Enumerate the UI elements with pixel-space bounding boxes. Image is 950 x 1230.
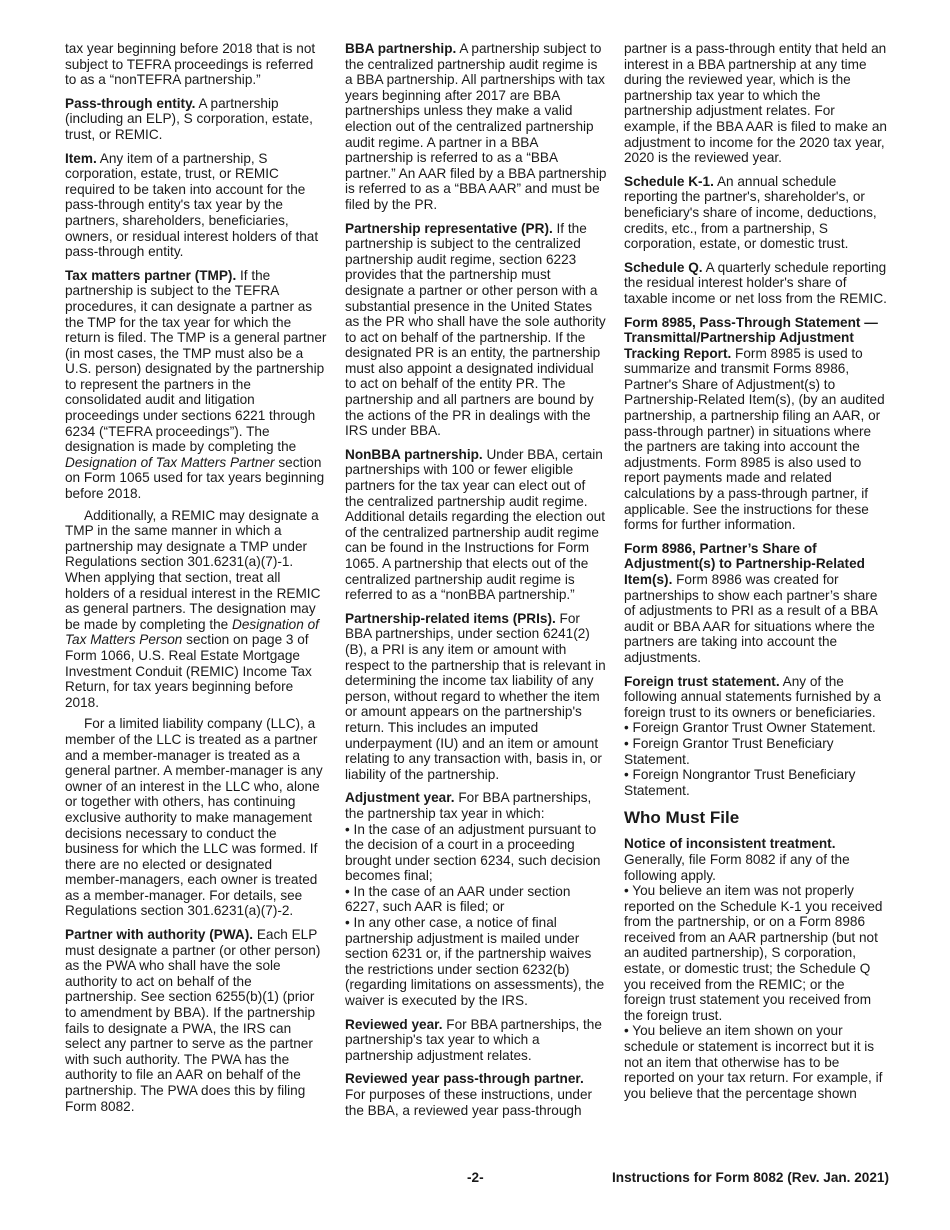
- section-heading-who-must-file: Who Must File: [624, 808, 740, 828]
- column-3: [624, 41, 889, 1101]
- list-item-text: Foreign Nongrantor Trust Beneficiary Statement.: [624, 767, 856, 798]
- definition-text: For BBA partnerships, under section 6241(2)(B), a PRI is any item or amount with respect to the partnership that is relevant in determining the income tax liability of any person, without regard to whether the item or amount appears on the partnership's return. This includes an imputed underpayment (IU) and an item or amount relating to any transaction with, basis in, or liability of the partnership.: [345, 610, 606, 782]
- page-number: -2-: [467, 1170, 484, 1185]
- definition-form-8986: [624, 541, 889, 666]
- definition-text: If the partnership is subject to the TEFRA procedures, it can designate a partner as the TMP for the tax year for which the return is filed. The TMP is a general partner (in most cases, the TMP must also be a U.S. person) designated by the partnership to represent the partners in the consolidated audit and litigation proceedings under sections 6221 through 6234 (“TEFRA proceedings”). The designation is made by completing the: [65, 267, 327, 455]
- page-footer: [65, 1170, 889, 1188]
- definition-text: For purposes of these instructions, under the BBA, a reviewed year pass-through: [345, 1087, 593, 1118]
- list-item: [624, 736, 889, 767]
- definition-text: Any item of a partnership, S corporation, estate, trust, or REMIC required to be taken into account for the pass-through entity's tax year by the partners, shareholders, beneficiaries, owners, or residual interest holders of that pass-through entity.: [65, 150, 319, 260]
- list-item: [345, 884, 607, 915]
- bullet-glyph: •: [345, 883, 350, 899]
- definition-text: For BBA partnerships, the partnership's tax year to which a partnership adjustment relates.: [345, 1016, 602, 1063]
- term: Notice of inconsistent treatment.: [624, 836, 836, 852]
- column-1: [65, 41, 327, 1122]
- definition-text: A partnership subject to the centralized partnership audit regime is a BBA partnership. All partnerships with tax years beginning after 2017 are BBA partnerships unless they make a valid election out of the centralized partnership audit regime. A partner in a BBA partnership is referred to as a “BBA partner.” An AAR filed by a BBA partnership is referred to as a “BBA AAR” and must be filed by the PR.: [345, 41, 607, 212]
- definition-text: An annual schedule reporting the partner's, shareholder's, or beneficiary's share of income, deductions, credits, etc., from a partnership, S corporation, estate, or domestic trust.: [624, 173, 877, 252]
- definition-text: A quarterly schedule reporting the residual interest holder's share of taxable income or net loss from the REMIC.: [624, 259, 887, 306]
- definition-text: For BBA partnerships, the partnership tax year in which:: [345, 790, 592, 821]
- italic-text: Designation of Tax Matters Partner: [65, 454, 275, 470]
- definition-schedule-q: [624, 260, 889, 307]
- term: Form 8986, Partner’s Share of Adjustment(s) to Partnership-Related Item(s).: [624, 540, 865, 587]
- paragraph: tax year beginning before 2018 that is not subject to TEFRA proceedings is referred to as a “nonTEFRA partnership.”: [65, 41, 316, 88]
- definition-text: Each ELP must designate a partner (or other person) as the PWA who shall have the sole authority to act on behalf of the partnership. See section 6255(b)(1) (prior to amendment by BBA). If the partnership fails to designate a PWA, the IRS can select any partner to serve as the partner with such authority. The PWA has the authority to file an AAR on behalf of the partnership. The PWA does this by filing Form 8082.: [65, 927, 321, 1114]
- term: Partnership representative (PR).: [345, 220, 553, 236]
- bullet-glyph: •: [624, 883, 629, 899]
- term: Adjustment year.: [345, 790, 455, 806]
- paragraph-text: Additionally, a REMIC may designate a TMP in the same manner in which a partnership may designate a TMP under Regulations section 301.6231(a)(7)-1. When applying that section, treat all holders of a residual interest in the REMIC as general partners. The designation may be made by completing the: [65, 507, 321, 632]
- term: Partnership-related items (PRIs).: [345, 610, 556, 626]
- definition-adjustment-year: [345, 790, 607, 821]
- term: Foreign trust statement.: [624, 673, 780, 689]
- definition-bba-partnership: [345, 41, 607, 213]
- term: Tax matters partner (TMP).: [65, 267, 237, 283]
- list-item: [624, 767, 889, 798]
- term: Schedule K-1.: [624, 173, 714, 189]
- bullet-glyph: •: [624, 720, 629, 736]
- list-item-text: Foreign Grantor Trust Beneficiary Statement.: [624, 735, 834, 767]
- definition-text: Under BBA, certain partnerships with 100 or fewer eligible partners for the tax year can elect out of the centralized partnership audit regime. Additional details regarding the election out of the centralized partnership audit regime can be found in the Instructions for Form 1065. A partnership that elects out of the centralized partnership audit regime is referred to as a “nonBBA partnership.”: [345, 446, 605, 603]
- definition-text: section on Form 1065 used for tax years beginning before 2018.: [65, 454, 325, 502]
- list-item-text: You believe an item was not properly reported on the Schedule K-1 you received from the partnership, or on a Form 8986 received from an AAR partnership (but not an audited partnership), S corporation, estate, or domestic trust; the Schedule Q you received from the REMIC; or the foreign trust statement you received from the foreign trust.: [624, 883, 883, 1023]
- italic-text: Designation of Tax Matters Person: [65, 616, 319, 648]
- definition-pass-through-entity: [65, 96, 327, 143]
- definition-reviewed-year: [345, 1017, 607, 1064]
- document-title: Instructions for Form 8082 (Rev. Jan. 2021): [612, 1170, 889, 1185]
- paragraph-remic: [65, 508, 327, 711]
- list-item: [624, 883, 889, 1023]
- term: Reviewed year pass-through partner.: [345, 1071, 584, 1087]
- definition-reviewed-year-pass-through-partner: [345, 1071, 607, 1118]
- term: Reviewed year.: [345, 1016, 443, 1032]
- definition-pwa: [65, 927, 327, 1114]
- column-2: [345, 41, 607, 1126]
- bullet-glyph: •: [624, 1023, 629, 1039]
- definition-tmp: [65, 268, 327, 502]
- bullet-list: [624, 883, 889, 1101]
- list-item-text: In any other case, a notice of final partnership adjustment is mailed under section 6231 or, if the partnership waives the restrictions under section 6232(b) (regarding limitations on assessments), the waiver is executed by the IRS.: [345, 915, 605, 1009]
- definition-schedule-k1: [624, 174, 889, 252]
- definition-form-8985: [624, 315, 889, 533]
- definition-text: If the partnership is subject to the centralized partnership audit regime, section 6223 provides that the partnership must designate a partner or other person with a substantial presence in the United States as the PR who shall have the sole authority to act on behalf of the partnership. If the designated PR is an entity, the partnership must also appoint a designated individual to act on behalf of the entity PR. The partnership and all partners are bound by the actions of the PR in dealings with the IRS under BBA.: [345, 220, 606, 439]
- list-item: [624, 1023, 889, 1101]
- list-item-text: In the case of an AAR under section 6227, such AAR is filed; or: [345, 883, 571, 915]
- paragraph: partner is a pass-through entity that held an interest in a BBA partnership at any time during the reviewed year, which is the partnership tax year to which the partnership adjustment relates. For example, if the BBA AAR is filed to make an adjustment to income for the 2020 tax year, 2020 is the reviewed year.: [624, 41, 887, 166]
- term: Form 8985, Pass-Through Statement —Transmittal/Partnership Adjustment Tracking Report.: [624, 314, 878, 361]
- term: Partner with authority (PWA).: [65, 927, 254, 943]
- definition-text: Generally, file Form 8082 if any of the following apply.: [624, 851, 850, 883]
- paragraph-llc: For a limited liability company (LLC), a member of the LLC is treated as a partner and a member-manager is treated as a general partner. A member-manager is any owner of an interest in the LLC who, alone or together with others, has continuing exclusive authority to make management decisions necessary to conduct the business for which the LLC was formed. If there are no elected or designated member-managers, each owner is treated as a member-manager. For details, see Regulations section 301.6231(a)(7)-2.: [65, 716, 323, 919]
- term: BBA partnership.: [345, 41, 457, 56]
- bullet-list: [345, 822, 607, 1009]
- list-item: [624, 720, 889, 736]
- list-item: [345, 822, 607, 884]
- definition-nonbba: [345, 447, 607, 603]
- term: Item.: [65, 150, 97, 166]
- term: Schedule Q.: [624, 259, 703, 275]
- paragraph-text: section on page 3 of Form 1066, U.S. Real Estate Mortgage Investment Conduit (REMIC) Income Tax Return, for tax years beginning before 2018.: [65, 632, 312, 710]
- bullet-list: [624, 720, 889, 798]
- bullet-glyph: •: [624, 767, 629, 783]
- bullet-glyph: •: [345, 821, 350, 837]
- term: NonBBA partnership.: [345, 446, 483, 462]
- list-item-text: Foreign Grantor Trust Owner Statement.: [632, 720, 876, 736]
- definition-text: Form 8986 was created for partnerships to show each partner’s share of adjustments to PRI as a result of a BBA audit or BBA AAR for situations where the partners are taking into account the adjustments.: [624, 572, 878, 665]
- definition-foreign-trust-statement: [624, 674, 889, 721]
- list-item-text: In the case of an adjustment pursuant to the decision of a court in a proceeding brought under section 6234, such decision becomes final;: [345, 821, 601, 884]
- definition-pri: [345, 611, 607, 783]
- definition-text: Form 8985 is used to summarize and transmit Forms 8986, Partner's Share of Adjustment(s) to Partnership-Related Item(s), (by an audited partnership, a partnership filing an AAR, or pass-through partner) in situations where the partners are taking into account the adjustments. Form 8985 is also used to report payments made and related calculations by a pass-through partner, if applicable. See the instructions for these forms for further information.: [624, 345, 885, 533]
- definition-text: Any of the following annual statements furnished by a foreign trust to its owners or beneficiaries.: [624, 673, 881, 720]
- bullet-glyph: •: [624, 735, 629, 751]
- term: Pass-through entity.: [65, 95, 196, 111]
- definition-item: [65, 151, 327, 260]
- definition-notice-inconsistent-treatment: [624, 836, 889, 883]
- bullet-glyph: •: [345, 915, 350, 931]
- list-item: [345, 915, 607, 1009]
- definition-pr: [345, 221, 607, 439]
- definition-text: A partnership (including an ELP), S corporation, estate, trust, or REMIC.: [65, 95, 313, 142]
- list-item-text: You believe an item shown on your schedule or statement is incorrect but it is not an item that otherwise has to be reported on your tax return. For example, if you believe that the percentage shown: [624, 1023, 883, 1101]
